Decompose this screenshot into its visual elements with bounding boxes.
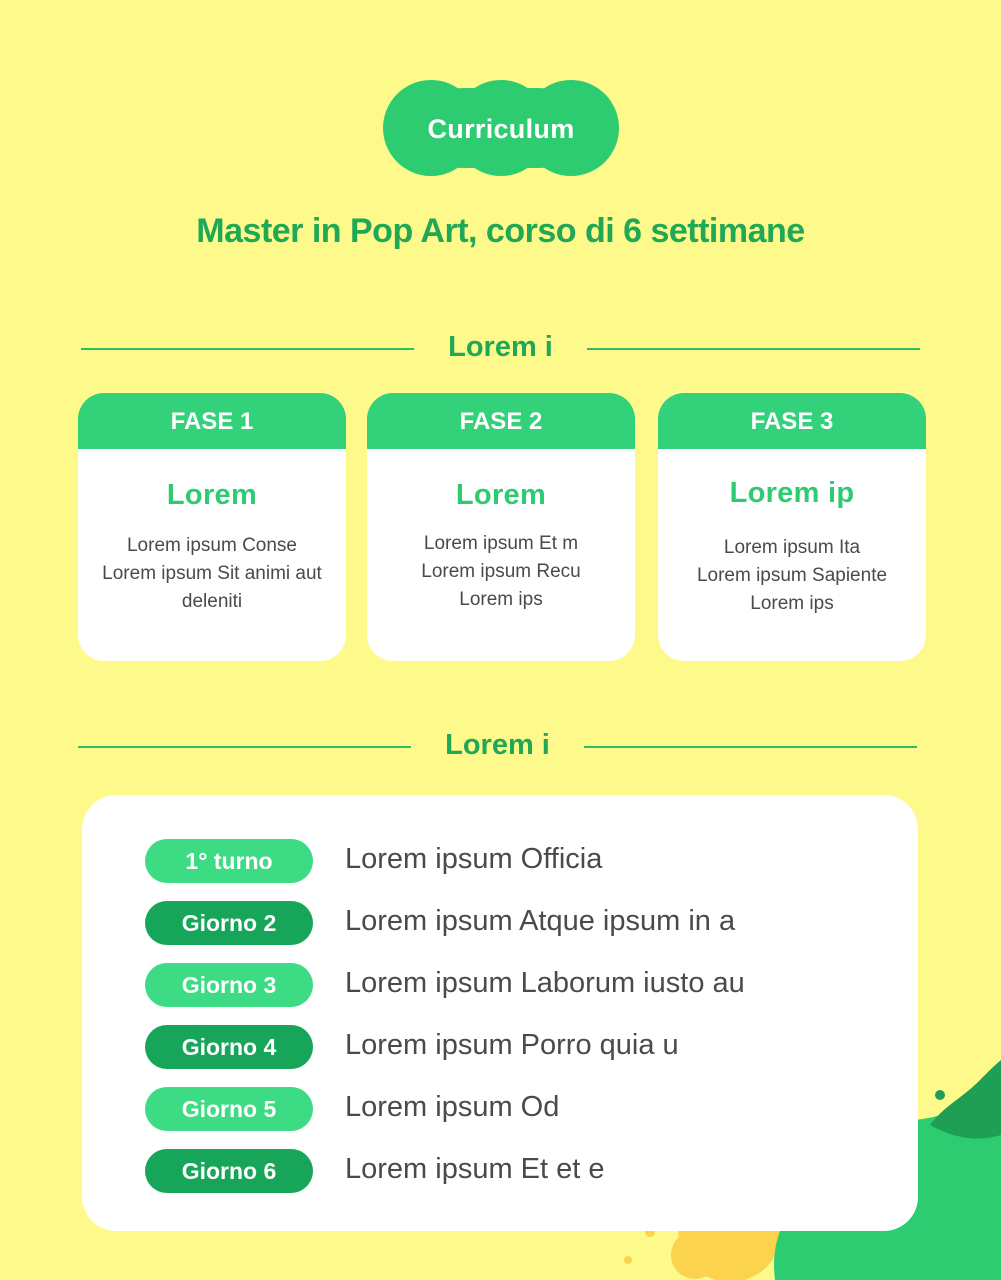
schedule-row (145, 901, 905, 945)
day-pill: Giorno 3 (145, 963, 313, 1007)
phase-card-line: Lorem ipsum Sapiente (696, 565, 888, 586)
phase-card-line: Lorem ipsum Recu (421, 561, 581, 582)
phase-card-3 (658, 393, 926, 661)
phase-card-body (658, 534, 926, 618)
phase-card-body (367, 530, 635, 614)
day-pill: Giorno 2 (145, 901, 313, 945)
schedule-row-text: Lorem ipsum Porro quia u (345, 1029, 679, 1061)
phase-card-line: Lorem ips (750, 593, 834, 614)
schedule-row-text: Lorem ipsum Od (345, 1091, 560, 1123)
schedule-row (145, 1149, 905, 1193)
day-pill: Giorno 4 (145, 1025, 313, 1069)
phase-card-line: Lorem ipsum Sit animi aut (102, 563, 322, 584)
phase-card-line: Lorem ipsum Conse (126, 535, 298, 556)
schedule-row (145, 839, 905, 883)
phase-card-body (78, 532, 346, 616)
phases-heading-label: Lorem i (448, 331, 553, 363)
phase-card-title: Lorem (455, 479, 547, 511)
schedule-row (145, 1087, 905, 1131)
phase-card-line: Lorem ipsum Et m (423, 533, 579, 554)
badge-label: Curriculum (427, 114, 575, 144)
schedule-card (82, 795, 918, 1231)
phase-card-label: FASE 1 (78, 393, 346, 449)
phase-card-1 (78, 393, 346, 661)
phase-card-label: FASE 2 (367, 393, 635, 449)
phases-section-heading (0, 329, 1001, 369)
phase-card-title: Lorem (166, 479, 258, 511)
phase-card-title: Lorem ip (729, 477, 855, 509)
page-title: Master in Pop Art, corso di 6 settimane (196, 212, 805, 250)
schedule-row (145, 1025, 905, 1069)
phase-card-line: deleniti (181, 591, 243, 612)
schedule-heading-label: Lorem i (445, 729, 550, 761)
schedule-row-text: Lorem ipsum Laborum iusto au (345, 967, 745, 999)
day-pill: 1° turno (145, 839, 313, 883)
phase-card-line: Lorem ipsum Ita (723, 537, 861, 558)
schedule-row-text: Lorem ipsum Et et e (345, 1153, 605, 1185)
day-pill: Giorno 5 (145, 1087, 313, 1131)
curriculum-badge (383, 80, 619, 176)
schedule-row-text: Lorem ipsum Officia (345, 843, 603, 875)
phase-card-2 (367, 393, 635, 661)
schedule-row (145, 963, 905, 1007)
phase-card-line: Lorem ips (459, 589, 543, 610)
schedule-row-text: Lorem ipsum Atque ipsum in a (345, 905, 736, 937)
schedule-section-heading (0, 727, 1001, 767)
day-pill: Giorno 6 (145, 1149, 313, 1193)
phase-card-label: FASE 3 (658, 393, 926, 449)
